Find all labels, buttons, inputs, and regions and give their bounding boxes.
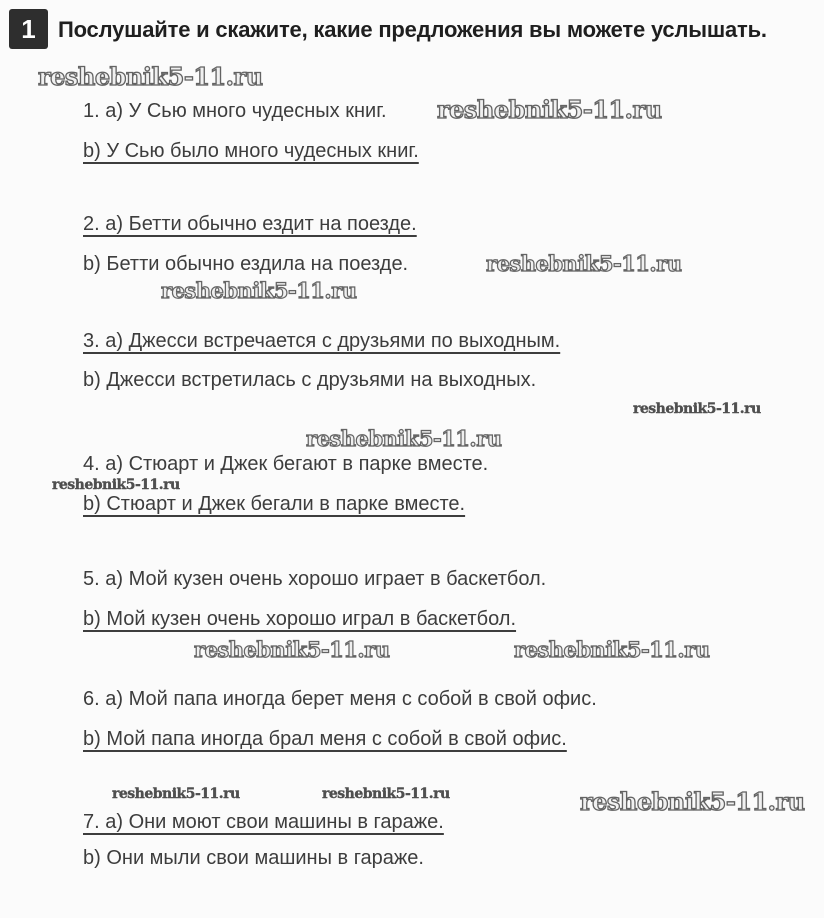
- sentence-7a: 7. a) Они моют свои машины в гараже.: [83, 811, 444, 833]
- watermark: reshebnik5-11.ru: [633, 401, 761, 417]
- watermark: reshebnik5-11.ru: [437, 95, 662, 124]
- watermark: reshebnik5-11.ru: [112, 786, 240, 802]
- watermark: reshebnik5-11.ru: [580, 787, 805, 816]
- sentence-2b: b) Бетти обычно ездила на поезде.: [83, 253, 409, 275]
- task-number-badge: [9, 9, 48, 49]
- watermark: reshebnik5-11.ru: [306, 426, 502, 451]
- sentence-6b: b) Мой папа иногда брал меня с собой в свой офис.: [83, 728, 567, 750]
- sentence-4b: b) Стюарт и Джек бегали в парке вместе.: [83, 493, 466, 515]
- task-number: 1: [21, 13, 36, 44]
- watermark: reshebnik5-11.ru: [322, 786, 450, 802]
- watermark: reshebnik5-11.ru: [161, 278, 357, 303]
- sentence-3b: b) Джесси встретилась с друзьями на выходных.: [83, 369, 537, 391]
- sentence-1b: b) У Сью было много чудесных книг.: [83, 140, 419, 162]
- watermark: reshebnik5-11.ru: [194, 637, 390, 662]
- watermark: reshebnik5-11.ru: [52, 477, 180, 493]
- sentence-1a: 1. a) У Сью много чудесных книг.: [83, 100, 387, 122]
- sentence-6a: 6. a) Мой папа иногда берет меня с собой в свой офис.: [83, 688, 597, 710]
- sentence-2a: 2. a) Бетти обычно ездит на поезде.: [83, 213, 417, 235]
- sentence-4a: 4. a) Стюарт и Джек бегают в парке вместе.: [83, 453, 489, 475]
- watermark: reshebnik5-11.ru: [514, 637, 710, 662]
- sentence-3a: 3. a) Джесси встречается с друзьями по выходным.: [83, 330, 561, 352]
- watermark: reshebnik5-11.ru: [38, 62, 263, 91]
- sentence-5b: b) Мой кузен очень хорошо играл в баскетбол.: [83, 608, 517, 630]
- watermark: reshebnik5-11.ru: [486, 251, 682, 276]
- sentence-7b: b) Они мыли свои машины в гараже.: [83, 847, 424, 869]
- task-title: Послушайте и скажите, какие предложения вы можете услышать.: [58, 17, 767, 42]
- sentence-5a: 5. a) Мой кузен очень хорошо играет в баскетбол.: [83, 568, 547, 590]
